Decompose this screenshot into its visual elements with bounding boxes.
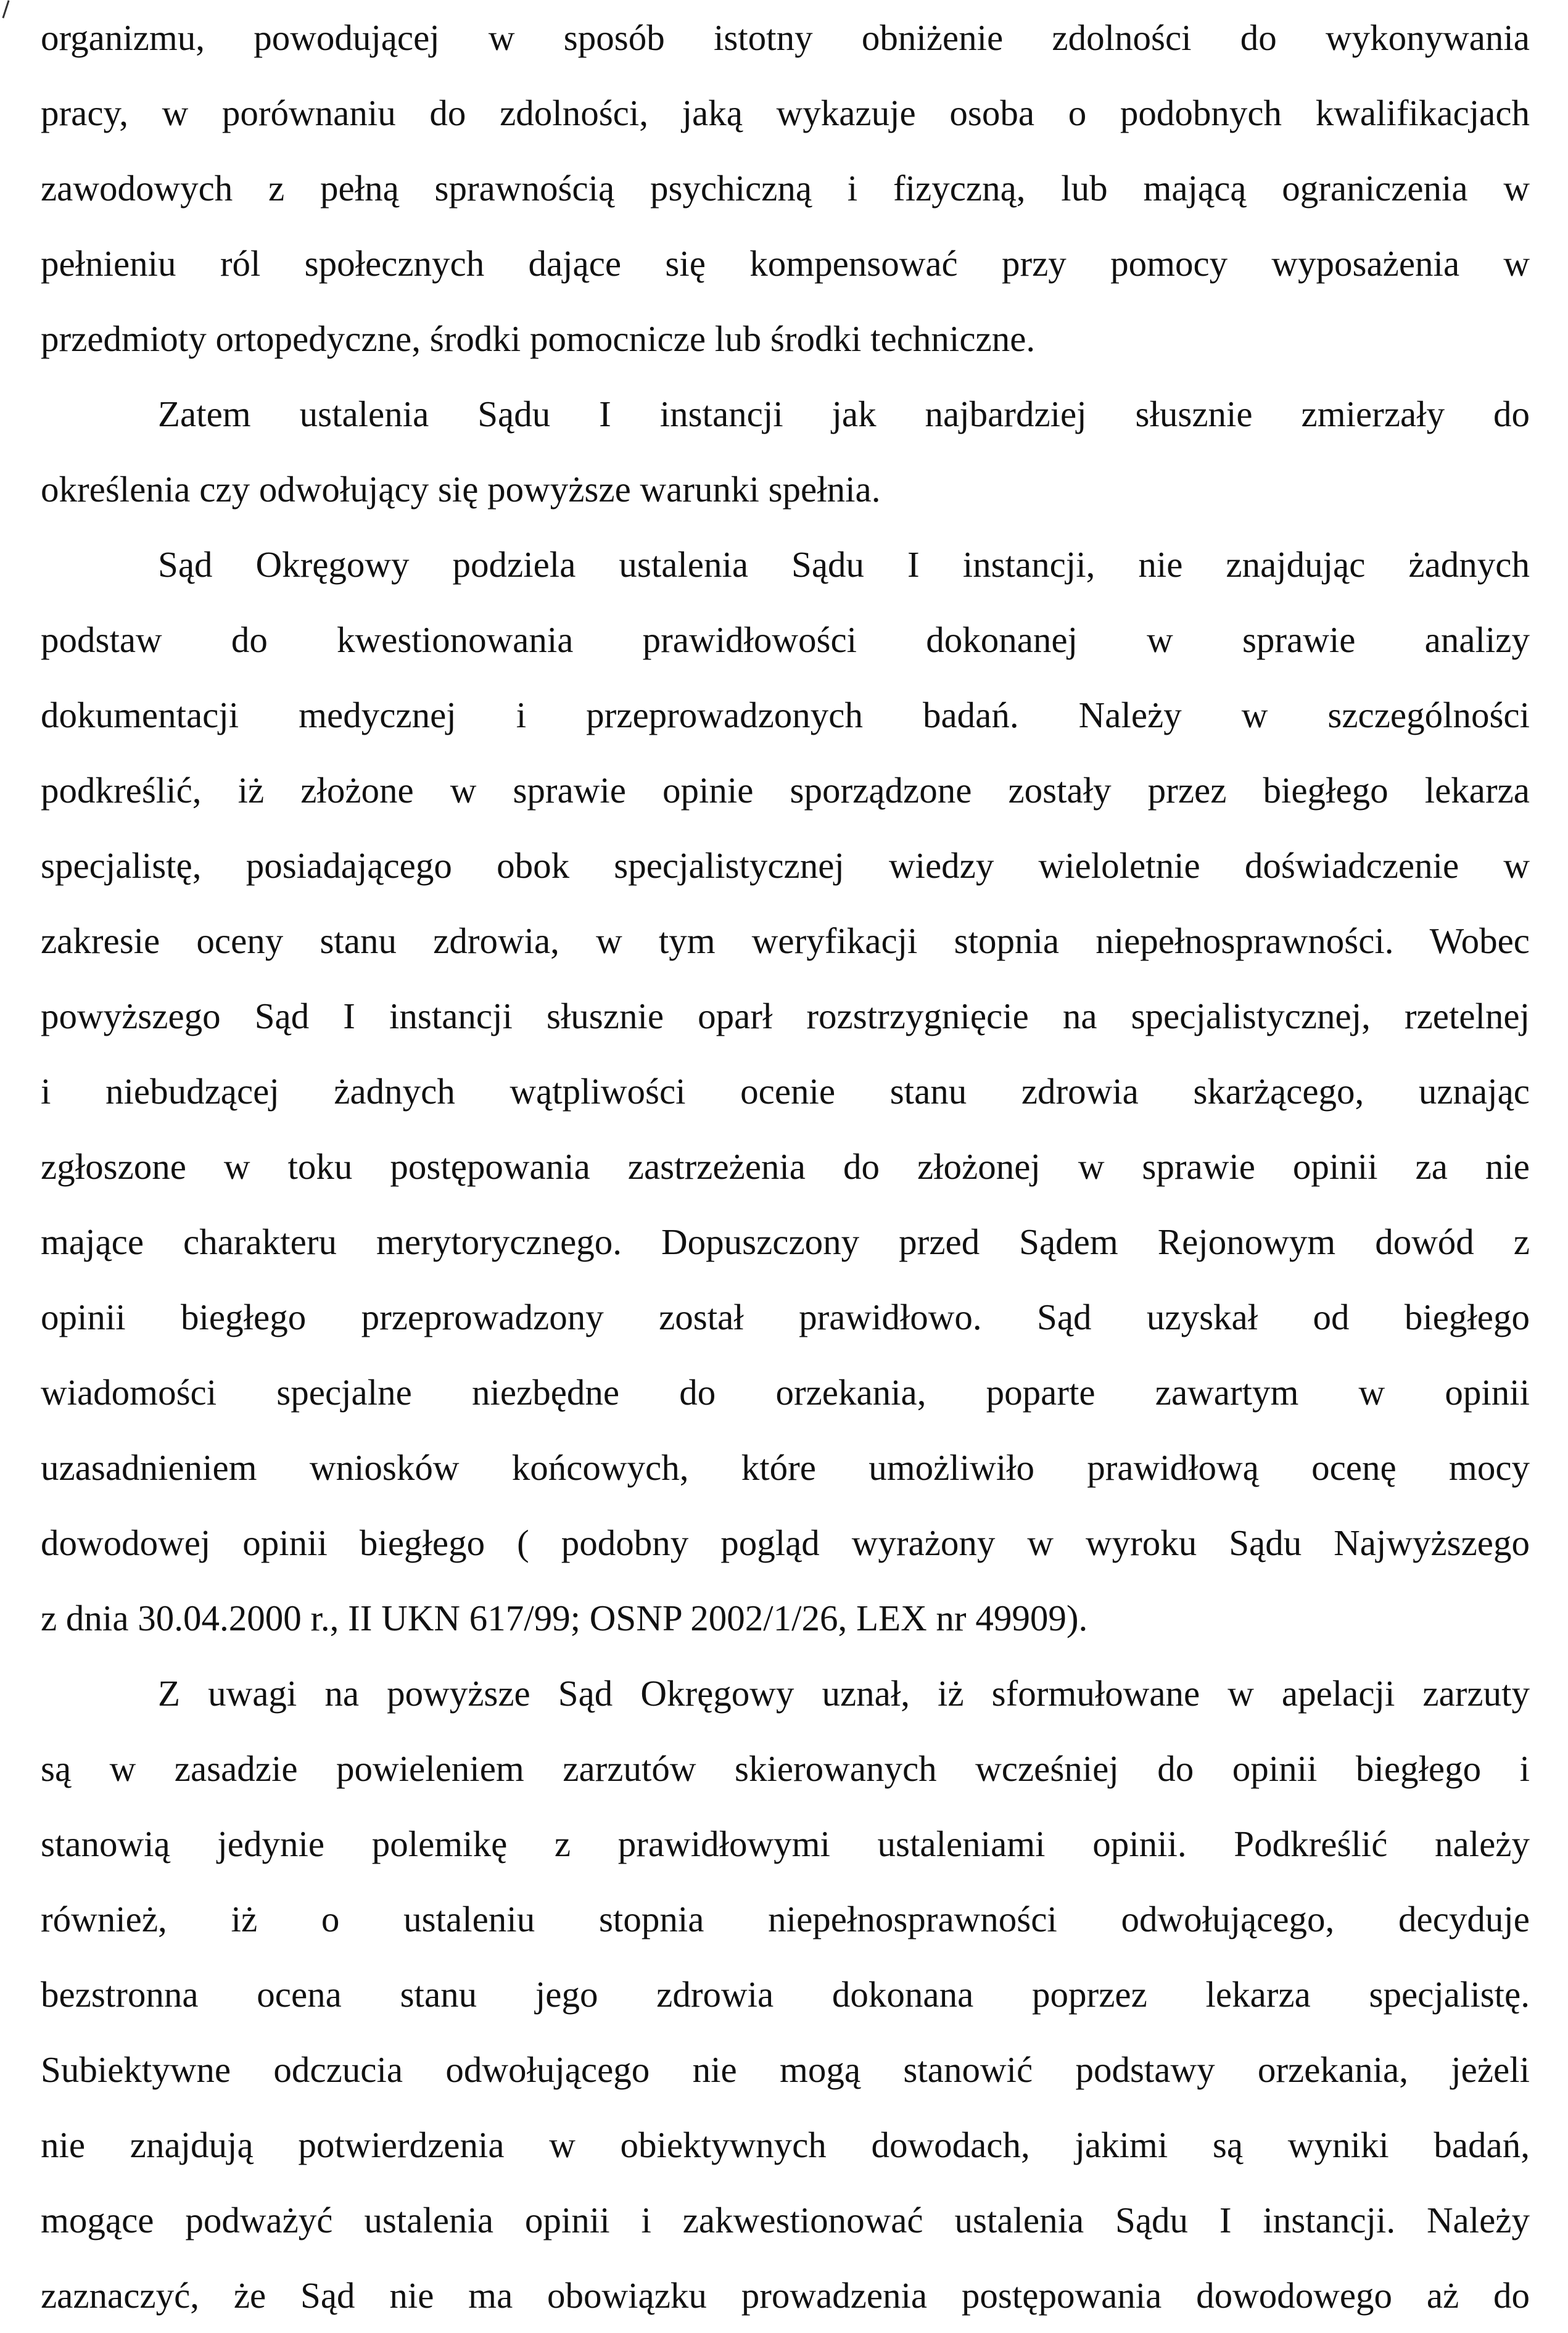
text-line: są w zasadzie powieleniem zarzutów skierowanych wcześniej do opinii biegłego i <box>41 1748 1530 1789</box>
text-line: Z uwagi na powyższe Sąd Okręgowy uznał, iż sformułowane w apelacji zarzuty <box>158 1673 1530 1714</box>
text-line: Sąd Okręgowy podziela ustalenia Sądu I instancji, nie znajdując żadnych <box>158 544 1530 585</box>
paragraph <box>41 527 1530 1656</box>
text-line: dokumentacji medycznej i przeprowadzonych badań. Należy w szczególności <box>41 695 1530 735</box>
text-line: uzasadnieniem wniosków końcowych, które umożliwiło prawidłową ocenę mocy <box>41 1447 1530 1488</box>
text-line: powyższego Sąd I instancji słusznie oparł rozstrzygnięcie na specjalistycznej, rzetelnej <box>41 996 1530 1036</box>
text-line: dowodowej opinii biegłego ( podobny pogląd wyrażony w wyroku Sądu Najwyższego <box>41 1522 1530 1563</box>
text-line: stanowią jedynie polemikę z prawidłowymi ustaleniami opinii. Podkreślić należy <box>41 1823 1530 1864</box>
paragraph <box>41 1656 1530 2333</box>
text-line: podkreślić, iż złożone w sprawie opinie sporządzone zostały przez biegłego lekarza <box>41 770 1530 811</box>
text-line: mogące podważyć ustalenia opinii i zakwestionować ustalenia Sądu I instancji. Należy <box>41 2200 1530 2240</box>
text-line: Subiektywne odczucia odwołującego nie mogą stanowić podstawy orzekania, jeżeli <box>41 2049 1530 2090</box>
text-line: opinii biegłego przeprowadzony został prawidłowo. Sąd uzyskał od biegłego <box>41 1297 1530 1337</box>
text-line: nie znajdują potwierdzenia w obiektywnych dowodach, jakimi są wyniki badań, <box>41 2124 1530 2165</box>
text-line: zgłoszone w toku postępowania zastrzeżenia do złożonej w sprawie opinii za nie <box>41 1146 1530 1187</box>
text-line: Zatem ustalenia Sądu I instancji jak najbardziej słusznie zmierzały do <box>158 394 1530 434</box>
text-line: również, iż o ustaleniu stopnia niepełnosprawności odwołującego, decyduje <box>41 1899 1530 1939</box>
text-line: zakresie oceny stanu zdrowia, w tym weryfikacji stopnia niepełnosprawności. Wobec <box>41 920 1530 961</box>
paragraph <box>41 376 1530 527</box>
text-line: zawodowych z pełną sprawnością psychiczną i fizyczną, lub mającą ograniczenia w <box>41 168 1530 209</box>
text-line: przedmioty ortopedyczne, środki pomocnicze lub środki techniczne. <box>41 318 1036 359</box>
text-line: specjalistę, posiadającego obok specjalistycznej wiedzy wieloletnie doświadczenie w <box>41 845 1530 886</box>
text-line: bezstronna ocena stanu jego zdrowia dokonana poprzez lekarza specjalistę. <box>41 1974 1530 2015</box>
scan-mark <box>2 0 9 18</box>
text-line: określenia czy odwołujący się powyższe warunki spełnia. <box>41 469 881 510</box>
text-line: pracy, w porównaniu do zdolności, jaką wykazuje osoba o podobnych kwalifikacjach <box>41 93 1530 133</box>
text-line: mające charakteru merytorycznego. Dopuszczony przed Sądem Rejonowym dowód z <box>41 1221 1530 1262</box>
text-line: pełnieniu ról społecznych dające się kompensować przy pomocy wyposażenia w <box>41 243 1530 284</box>
text-line: i niebudzącej żadnych wątpliwości ocenie stanu zdrowia skarżącego, uznając <box>41 1071 1530 1112</box>
text-line: z dnia 30.04.2000 r., II UKN 617/99; OSNP 2002/1/26, LEX nr 49909). <box>41 1598 1088 1638</box>
document-body <box>41 0 1530 2333</box>
text-line: wiadomości specjalne niezbędne do orzekania, poparte zawartym w opinii <box>41 1372 1530 1413</box>
paragraph <box>41 0 1530 376</box>
text-line: organizmu, powodującej w sposób istotny obniżenie zdolności do wykonywania <box>41 17 1530 58</box>
text-line: podstaw do kwestionowania prawidłowości dokonanej w sprawie analizy <box>41 619 1530 660</box>
text-line: zaznaczyć, że Sąd nie ma obowiązku prowadzenia postępowania dowodowego aż do <box>41 2275 1530 2316</box>
